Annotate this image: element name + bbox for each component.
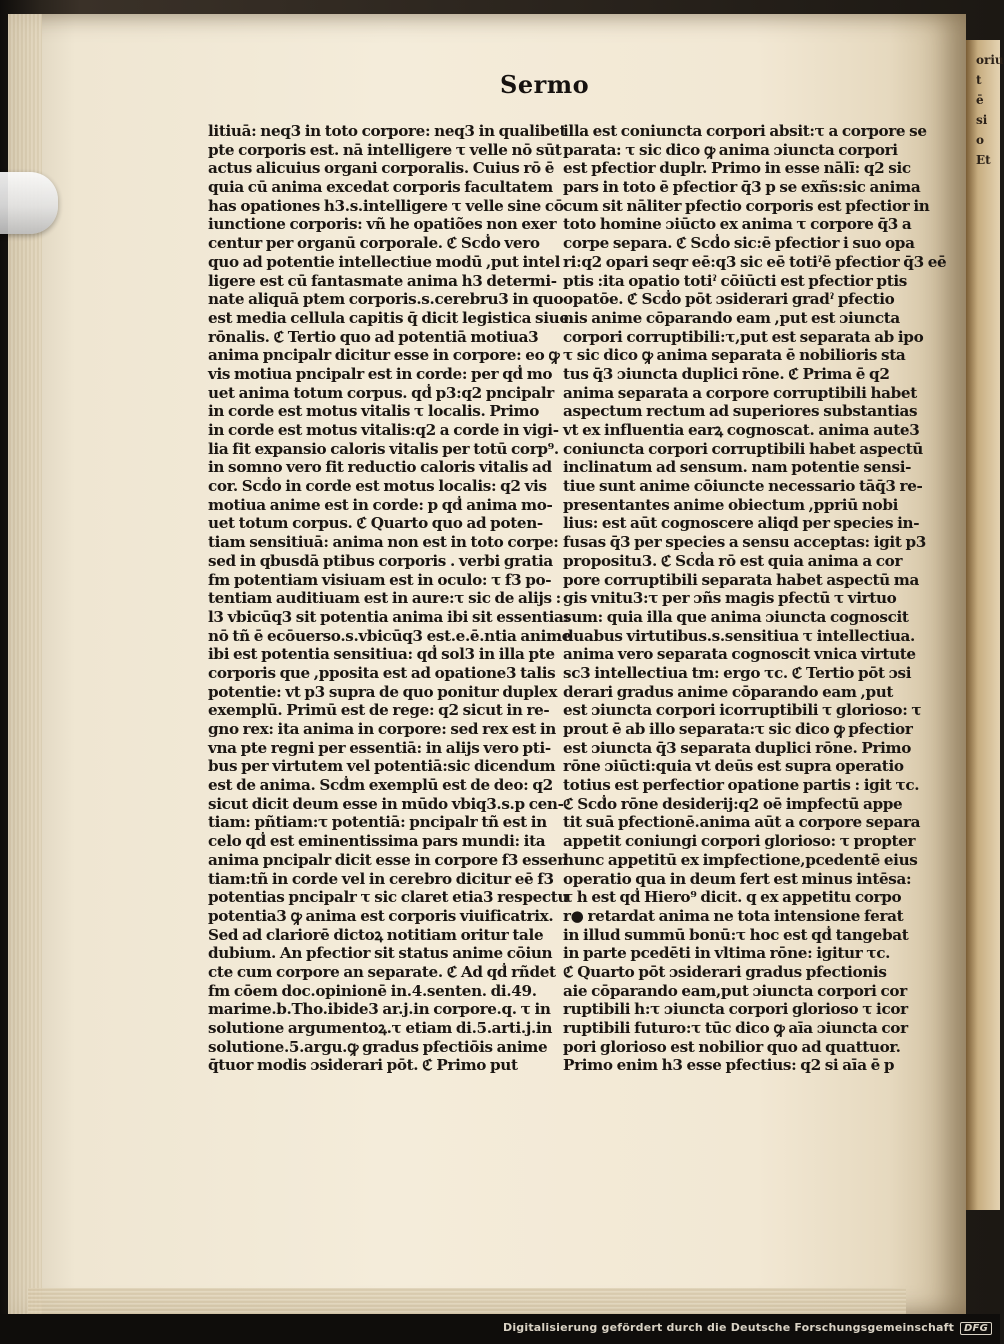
facing-page-fragment: o	[976, 133, 985, 147]
left-column-line: tentiam auditiuam est in aure:τ sic de alijs :	[208, 589, 561, 608]
facing-page-text-fragments	[976, 50, 1004, 1230]
facing-page-fragment	[976, 590, 1000, 610]
facing-page-fragment	[976, 790, 1000, 810]
facing-page-fragment	[976, 710, 1000, 730]
left-column-line: corporis que ,pposita est ad opatione3 talis	[208, 663, 556, 682]
right-column-line: est ɔiuncta q̄3 separata duplici rōne. Primo	[563, 738, 912, 757]
left-column-line: iunctione corporis: vñ he opatiões non exer	[208, 215, 557, 234]
left-column-line: rōnalis. ℭ Tertio quo ad potentiā motiua3	[208, 327, 539, 346]
left-column-line: vis motiua pncipalr est in corde: per qḋ mo	[208, 364, 553, 383]
facing-page-fragment	[976, 1050, 1000, 1070]
right-column-line: aie cōparando eam,put ɔiuncta corpori cor	[563, 981, 907, 1000]
digitization-credit	[503, 1321, 992, 1335]
facing-page-fragment	[976, 210, 1000, 230]
left-text-column	[208, 122, 572, 1075]
left-column-line: centur per organū corporale. ℭ Scḋo vero	[208, 234, 540, 253]
left-column-line: sed in qbusdā ptibus corporis . verbi gratia	[208, 551, 553, 570]
facing-page-fragment	[976, 970, 1000, 990]
right-column-line: vt ex influentia earꝝ cognoscat. anima aute3	[563, 421, 920, 439]
left-column-line: quia cū anima excedat corporis facultatem	[208, 178, 553, 197]
right-column-line: anima vero separata cognoscit vnica virtute	[563, 645, 916, 664]
right-column-line: toto homine ɔiūcto ex anima τ corpore q̄3 a	[563, 215, 912, 234]
right-column-line: aspectum rectum ad superiores substantias	[563, 402, 918, 421]
left-column-line: potentie: vt p3 supra de quo ponitur duplex	[208, 682, 558, 701]
facing-page-fragment	[976, 470, 1000, 490]
right-column-line: ℭ Quarto pōt ɔsiderari gradus pfectionis	[563, 962, 887, 981]
left-column-line: fm potentiam visiuam est in oculo: τ f3 po-	[208, 570, 552, 589]
facing-page-fragment	[976, 430, 1000, 450]
right-column-line: ri:q2 opari seqr eē:q3 sic eē totiˀē pfectior q̄3 eē	[563, 252, 947, 271]
facing-page-fragment	[976, 570, 1000, 590]
facing-page-fragment	[976, 850, 1000, 870]
facing-page-fragment	[976, 830, 1000, 850]
right-column-line: tus q̄3 ɔiuncta duplici rōne. ℭ Prima ē q2	[563, 364, 890, 383]
facing-page-fragment	[976, 350, 1000, 370]
facing-page-fragment	[976, 370, 1000, 390]
facing-page-fragment	[976, 190, 1000, 210]
right-column-line: est pfectior duplr. Primo in esse nālī: q2 sic	[563, 159, 911, 178]
left-column-line: l3 vbicūq3 sit potentia anima ibi sit essentia:	[208, 607, 569, 626]
left-column-line: cte cum corpore an separate. ℭ Ad qḋ rñdet	[208, 962, 556, 981]
facing-page-fragment	[976, 730, 1000, 750]
right-column-line: τ h est qḋ Hiero⁹ dicit. q ex appetitu corpo	[563, 888, 902, 907]
left-column-line: fm cōem doc.opinionē in.4.senten. di.49.	[208, 981, 537, 1000]
left-column-line: in corde est motus vitalis τ localis. Primo	[208, 402, 539, 421]
facing-page-fragment	[976, 910, 1000, 930]
left-column-line: potentias pncipalr τ sic claret etia3 respectu	[208, 888, 569, 907]
left-column-line: nō tñ ē ecōuerso.s.vbicūq3 est.e.ē.ntia anime	[208, 626, 572, 645]
right-column-line: derari gradus anime cōparando eam ,put	[563, 682, 894, 701]
facing-page-fragment	[976, 750, 1000, 770]
running-head: Sermo	[500, 70, 590, 99]
facing-page-fragment	[976, 1030, 1000, 1050]
right-column-line: presentantes anime obiectum ,ppriū nobi	[563, 495, 899, 514]
facing-page-fragment	[976, 670, 1000, 690]
facing-page-fragment	[976, 650, 1000, 670]
facing-page-fragment	[976, 410, 1000, 430]
left-column-line: vna pte regni per essentiā: in alijs vero pti-	[208, 738, 551, 757]
left-column-line: motiua anime est in corde: p qḋ anima mo-	[208, 495, 553, 514]
facing-page-fragment	[976, 390, 1000, 410]
facing-page-fragment	[976, 890, 1000, 910]
right-column-line: appetit coniungi corpori glorioso: τ propter	[563, 832, 916, 851]
right-column-line: nis anime cōparando eam ,put est ɔiuncta	[563, 308, 900, 327]
facing-page-fragment	[976, 270, 1000, 290]
right-column-line: illa est coniuncta corpori absit:τ a corpore se	[563, 122, 927, 140]
left-column-line: q̄tuor modis ɔsiderari pōt. ℭ Primo put	[208, 1056, 518, 1075]
left-column-line: dubium. An pfectior sit status anime cōiun	[208, 944, 553, 963]
right-column-line: ruptibili futuro:τ tūc dico ꝙ aīa ɔiuncta cor	[563, 1019, 908, 1037]
left-column-line: exemplū. Primū est de rege: q2 sicut in re-	[208, 701, 550, 720]
right-column-line: corpe separa. ℭ Scḋo sic:ē pfectior i suo opa	[563, 234, 915, 253]
facing-page-fragment	[976, 930, 1000, 950]
left-column-line: tiam: pñtiam:τ potentiā: pncipalr tñ est in	[208, 813, 547, 832]
facing-page-fragment: si	[976, 113, 988, 127]
right-column-line: lius: est aūt cognoscere aliqd per species in-	[563, 514, 920, 533]
left-column-line: celo qḋ est eminentissima pars mundi: ita	[208, 832, 546, 851]
right-column-line: fusas q̄3 per species a sensu acceptas: igit p3	[563, 533, 926, 552]
facing-page-fragment	[976, 550, 1000, 570]
right-column-line: inclinatum ad sensum. nam potentie sensi-	[563, 458, 912, 477]
facing-page-fragment: ē	[976, 93, 984, 107]
dfg-logo: DFG	[960, 1322, 992, 1335]
right-column-line: gis vnitu3:τ per ɔñs magis pfectū τ virtuo	[563, 589, 897, 608]
left-column-line: ibi est potentia sensitiua: qḋ sol3 in illa pte	[208, 645, 555, 664]
left-column-line: est media cellula capitis q̄ dicit legistica siue	[208, 308, 569, 327]
right-column-line: rōne ɔiūcti:quia vt deūs est supra operatio	[563, 757, 904, 776]
left-column-line: est de anima. Scḋm exemplū est de deo: q2	[208, 776, 553, 795]
facing-page-fragment	[976, 290, 1000, 310]
right-column-line: in illud summū bonū:τ hoc est qḋ tangebat	[563, 925, 909, 944]
facing-page-fragment	[976, 1070, 1000, 1090]
right-column-line: pori glorioso est nobilior quo ad quattuor.	[563, 1037, 901, 1056]
left-column-line: gno rex: ita anima in corpore: sed rex est in	[208, 720, 556, 738]
right-column-line: Primo enim h3 esse pfectius: q2 si aīa ē p	[563, 1056, 895, 1075]
facing-page-fragment	[976, 1090, 1000, 1110]
left-column-line: pte corporis est. nā intelligere τ velle nō sūt	[208, 140, 562, 159]
left-column-line: Sed ad clariorē dictoꝝ notitiam oritur tale	[208, 925, 544, 944]
facing-page-fragment	[976, 990, 1000, 1010]
right-column-line: sc3 intellectiua tm: ergo τc. ℭ Tertio pōt ɔsi	[563, 663, 912, 682]
right-column-line: pars in toto ē pfectior q̄3 p se exñs:sic anima	[563, 178, 921, 197]
right-column-line: ptis :ita opatio totiˀ cōiūcti est pfectior ptis	[563, 271, 907, 290]
facing-page-fragment	[976, 310, 1000, 330]
left-column-line: quo ad potentie intellectiue modū ,put intel	[208, 252, 561, 271]
left-column-line: actus alicuius organi corporalis. Cuius rō ē	[208, 159, 555, 178]
right-column-line: opatōe. ℭ Scḋo pōt ɔsiderari gradˀ pfectio	[563, 290, 895, 309]
right-column-line: parata: τ sic dico ꝙ anima ɔiuncta corpori	[563, 140, 898, 159]
left-column-line: anima pncipalr dicitur esse in corpore: eo ꝙ	[208, 346, 560, 365]
right-column-line: coniuncta corpori corruptibili habet aspectū	[563, 439, 923, 458]
facing-page-fragment	[976, 490, 1000, 510]
right-column-line: est ɔiuncta corpori icorruptibili τ glorioso: τ	[563, 701, 922, 720]
facing-page-fragment	[976, 950, 1000, 970]
right-column-line: r● retardat anima ne tota intensione ferat	[563, 906, 904, 925]
left-column-line: tiam sensitiuā: anima non est in toto corpe:	[208, 533, 559, 552]
right-column-line: totius est perfectior opatione partis : igit τc.	[563, 776, 920, 795]
right-column-line: prout ē ab illo separata:τ sic dico ꝙ pfectior	[563, 720, 913, 738]
left-column-line: solutione.5.argu.ꝙ gradus pfectiōis anime	[208, 1037, 548, 1056]
facing-page-edge	[966, 40, 1004, 1210]
facing-page-fragment	[976, 690, 1000, 710]
left-column-line: marime.b.Tho.ibide3 ar.j.in corpore.q. τ in	[208, 1000, 551, 1019]
facing-page-fragment	[976, 1130, 1000, 1150]
facing-page-fragment	[976, 1010, 1000, 1030]
facing-page-fragment	[976, 170, 1000, 190]
left-column-line: ligere est cū fantasmate anima h3 determi-	[208, 271, 557, 290]
left-column-line: nate aliquā ptem corporis.s.cerebru3 in quo	[208, 290, 564, 309]
left-column-line: tiam:tñ in corde vel in cerebro dicitur eē f3	[208, 869, 554, 888]
credit-text: Digitalisierung gefördert durch die Deutsche Forschungsgemeinschaft	[502, 1321, 955, 1334]
left-column-line: potentia3 ꝙ anima est corporis viuificatrix.	[208, 906, 554, 925]
facing-page-fragment	[976, 330, 1000, 350]
right-column-line: anima separata a corpore corruptibili habet	[563, 383, 917, 402]
facing-page-fragment	[976, 230, 1000, 250]
right-column-line: tit suā pfectionē.anima aūt a corpore separa	[563, 813, 921, 832]
facing-page-fragment	[976, 1150, 1000, 1170]
facing-page-fragment: Et	[976, 153, 991, 167]
facing-page-fragment	[976, 530, 1000, 550]
facing-page-fragment: oriu	[976, 53, 1004, 67]
right-column-line: ruptibili h:τ ɔiuncta corpori glorioso τ icor	[563, 1000, 908, 1019]
right-column-line: propositu3. ℭ Scḋa rō est quia anima a cor	[563, 551, 903, 570]
facing-page-fragment	[976, 610, 1000, 630]
facing-page-fragment	[976, 810, 1000, 830]
right-column-line: hunc appetitū ex impfectione,pcedentē eius	[563, 850, 918, 869]
left-column-line: has opationes h3.s.intelligere τ velle sine cō	[208, 196, 564, 215]
right-column-line: pore corruptibili separata habet aspectū ma	[563, 570, 919, 589]
facing-page-fragment	[976, 1190, 1000, 1210]
facing-page-fragment	[976, 630, 1000, 650]
facing-page-fragment	[976, 450, 1000, 470]
right-column-line: corpori corruptibili:τ,put est separata ab ipo	[563, 327, 924, 346]
facing-page-fragment	[976, 250, 1000, 270]
left-column-line: litiuā: neq3 in toto corpore: neq3 in qualibet	[208, 122, 567, 140]
footer-bar	[0, 1314, 1000, 1344]
left-column-line: sicut dicit deum esse in mūdo vbiq3.s.p cen-	[208, 794, 564, 813]
left-column-line: uet totum corpus. ℭ Quarto quo ad poten-	[208, 514, 543, 533]
right-column-line: ℭ Scḋo rōne desiderij:q2 oē impfectū appe	[563, 794, 903, 813]
page-edges-bottom	[28, 1288, 906, 1314]
left-column-line: bus per virtutem vel potentiā:sic dicendum	[208, 757, 556, 776]
page-clip	[0, 172, 58, 234]
facing-page-fragment	[976, 1170, 1000, 1190]
left-column-line: in somno vero fit reductio caloris vitalis ad	[208, 458, 552, 477]
right-column-line: tiue sunt anime cōiuncte necessario tāq̄3 re-	[563, 477, 923, 496]
facing-page-fragment	[976, 1110, 1000, 1130]
facing-page-fragment	[976, 770, 1000, 790]
right-column-line: τ sic dico ꝙ anima separata ē nobilioris sta	[563, 346, 906, 365]
facing-page-fragment	[976, 870, 1000, 890]
left-column-line: uet anima totum corpus. qḋ p3:q2 pncipalr	[208, 383, 554, 402]
left-column-line: cor. Scḋo in corde est motus localis: q2 vis	[208, 477, 547, 496]
left-column-line: solutione argumentoꝝ.τ etiam di.5.arti.j.in	[208, 1019, 553, 1037]
left-column-line: in corde est motus vitalis:q2 a corde in vigi-	[208, 421, 559, 439]
right-text-column	[563, 122, 947, 1075]
right-column-line: cum sit nāliter pfectio corporis est pfectior in	[563, 196, 930, 215]
facing-page-fragment	[976, 510, 1000, 530]
right-column-line: operatio qua in deum fert est minus intēsa:	[563, 869, 912, 888]
facing-page-fragment: t	[976, 73, 982, 87]
right-column-line: in parte pcedēti in vltima rōne: igitur τc.	[563, 944, 891, 963]
right-column-line: sum: quia illa que anima ɔiuncta cognoscit	[563, 607, 909, 626]
left-column-line: lia fit expansio caloris vitalis per totū corp⁹.	[208, 439, 559, 458]
facing-page-fragment	[976, 1210, 1000, 1230]
right-column-line: duabus virtutibus.s.sensitiua τ intellectiua.	[563, 626, 915, 645]
left-column-line: anima pncipalr dicit esse in corpore f3 essen	[208, 850, 568, 869]
